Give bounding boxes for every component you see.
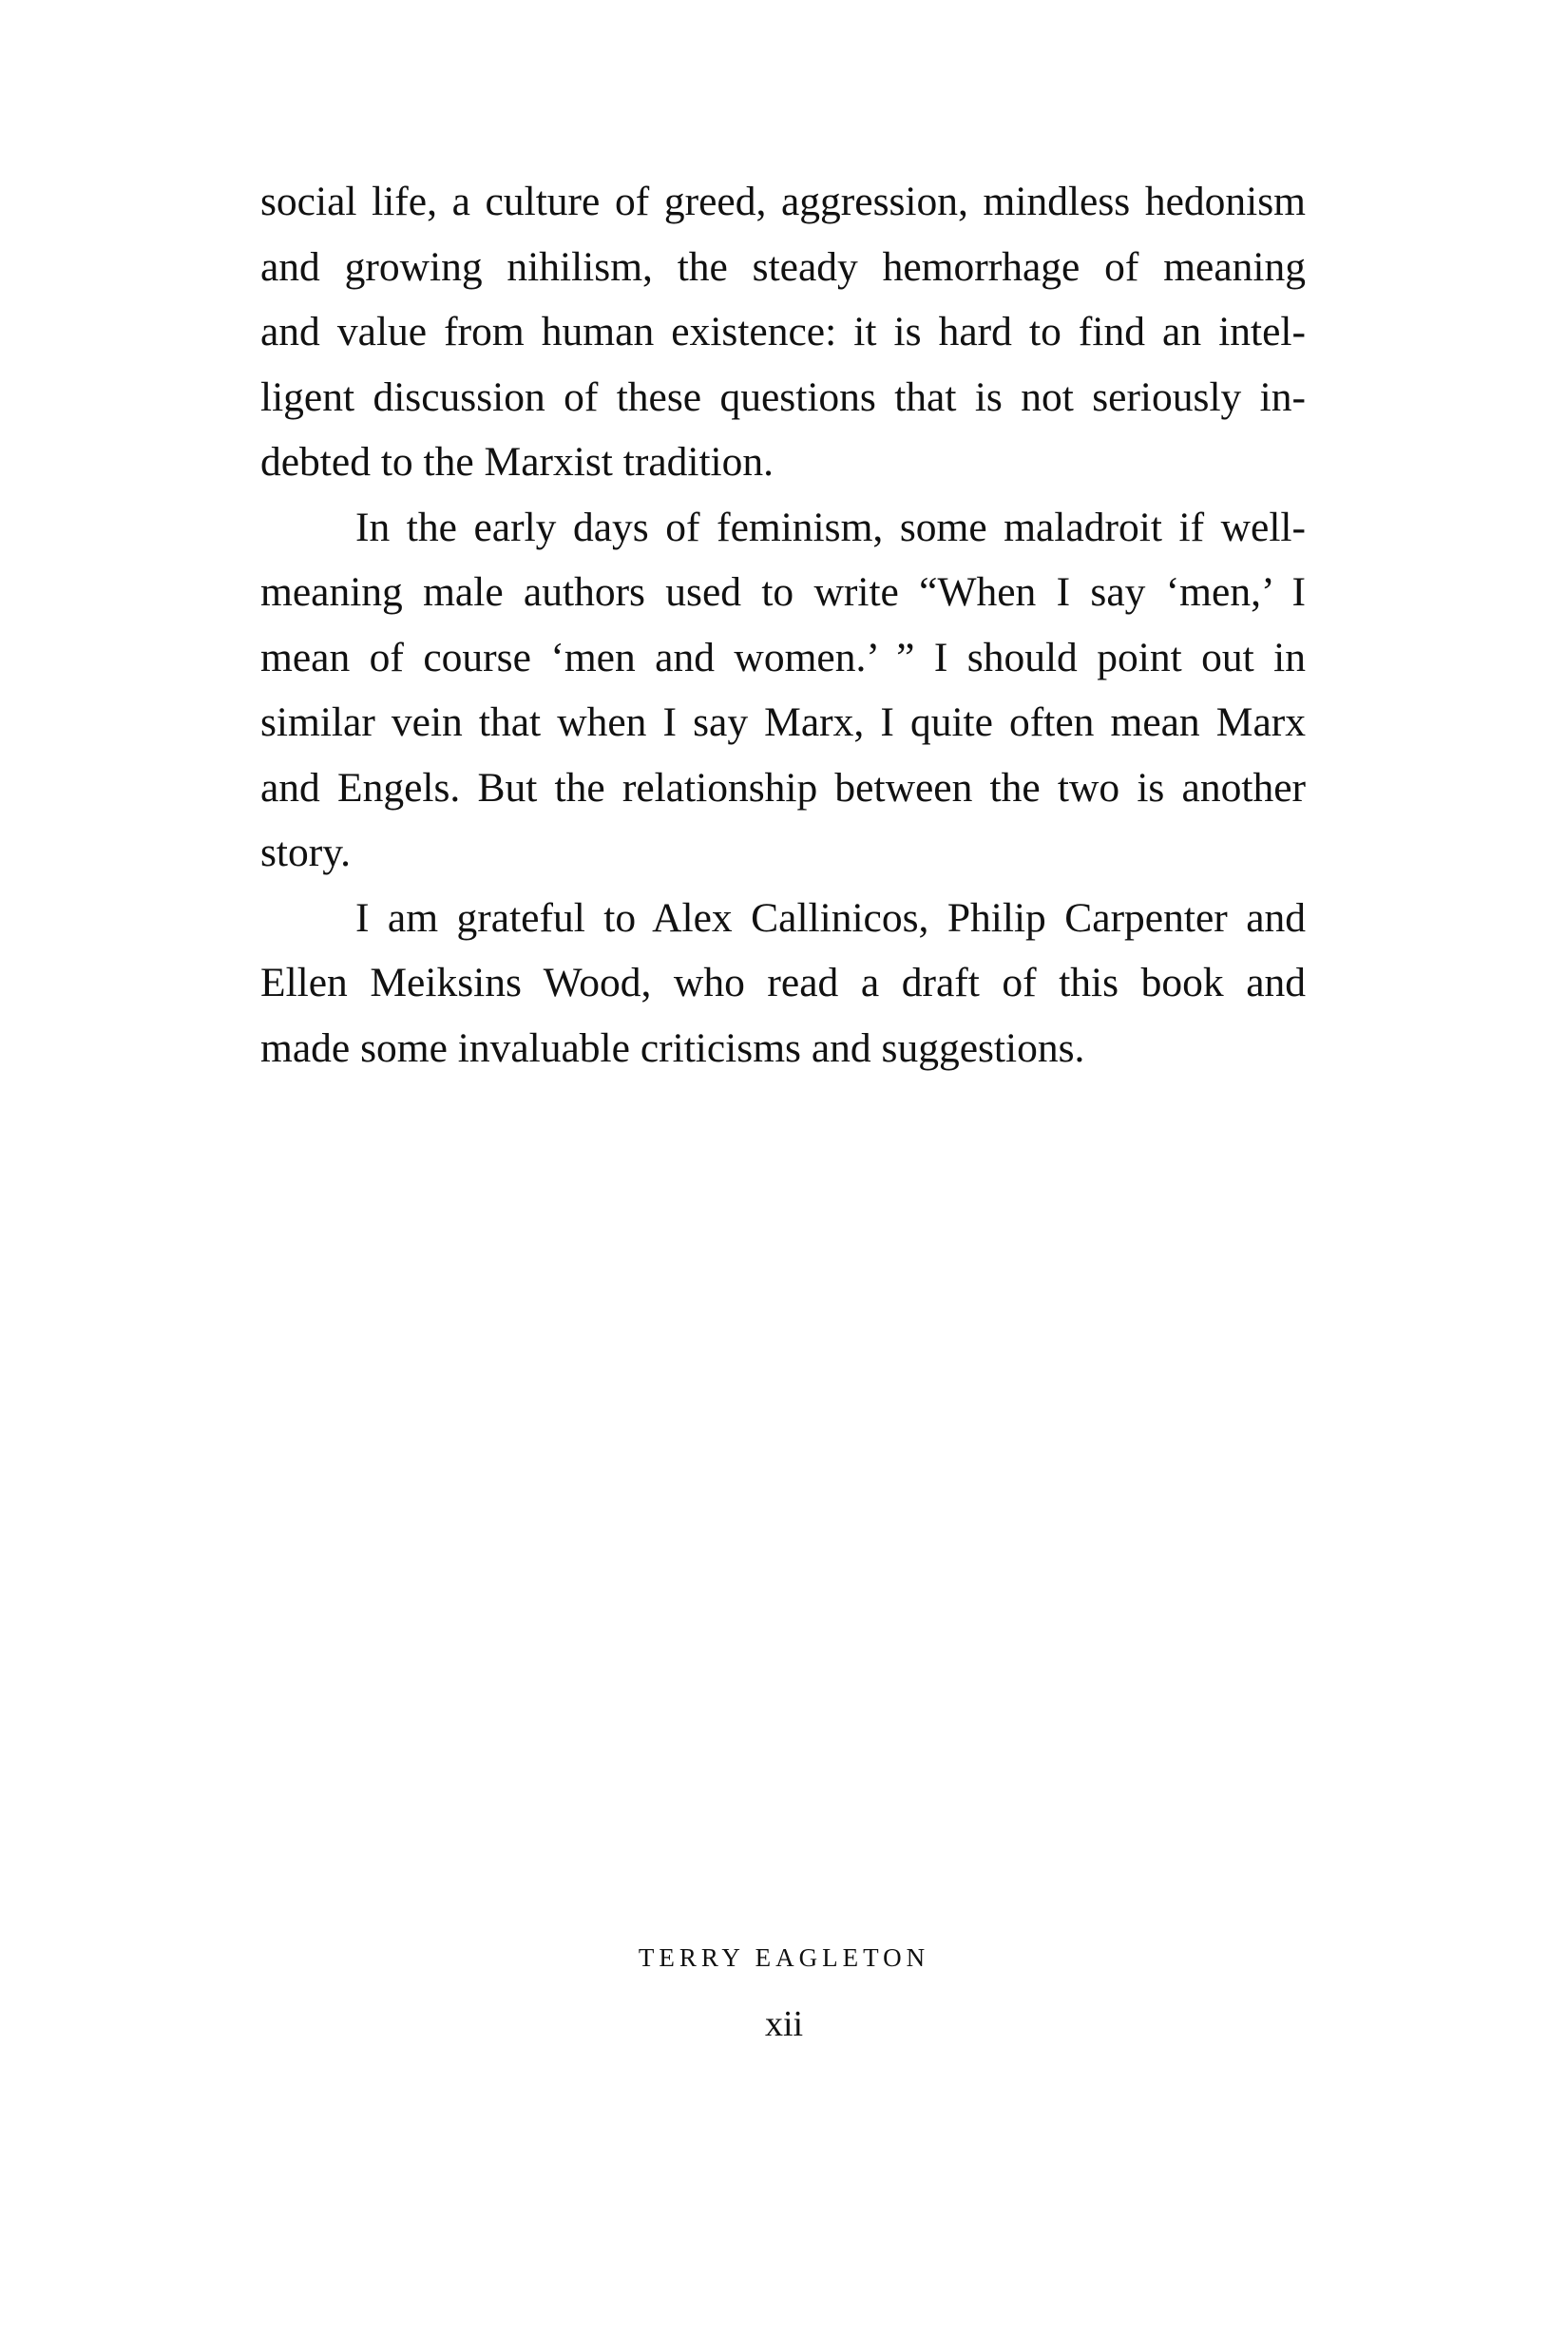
text-line: mean of course ‘men and women.’ ” I should point out in (260, 634, 1306, 680)
text-line: ligent discussion of these questions that is not seriously in- (260, 373, 1306, 420)
text-line: and value from human existence: it is hard to find an intel- (260, 309, 1306, 354)
text-line: I am grateful to Alex Callinicos, Philip Carpenter and (355, 894, 1306, 941)
text-line: similar vein that when I say Marx, I quite often mean Marx (260, 699, 1306, 745)
text-line: and Engels. But the relationship between the two is another (260, 764, 1306, 811)
paragraph-3 (260, 886, 1306, 1081)
text-line: meaning male authors used to write “When I say ‘men,’ I (260, 569, 1306, 615)
paragraph-2 (260, 495, 1306, 886)
text-line: social life, a culture of greed, aggression, mindless hedonism (260, 179, 1306, 224)
running-footer-author: TERRY EAGLETON (638, 1943, 930, 1972)
text-line: debted to the Marxist tradition. (260, 439, 774, 485)
text-line: story. (260, 830, 352, 875)
paragraph-1 (260, 169, 1306, 495)
body-text (260, 169, 1306, 1080)
text-line: and growing nihilism, the steady hemorrhage of meaning (260, 243, 1306, 290)
page-number: xii (764, 2004, 804, 2044)
text-line: In the early days of feminism, some maladroit if well- (355, 504, 1306, 550)
text-line: Ellen Meiksins Wood, who read a draft of this book and (260, 960, 1306, 1005)
text-line: made some invaluable criticisms and suggestions. (260, 1024, 1085, 1071)
